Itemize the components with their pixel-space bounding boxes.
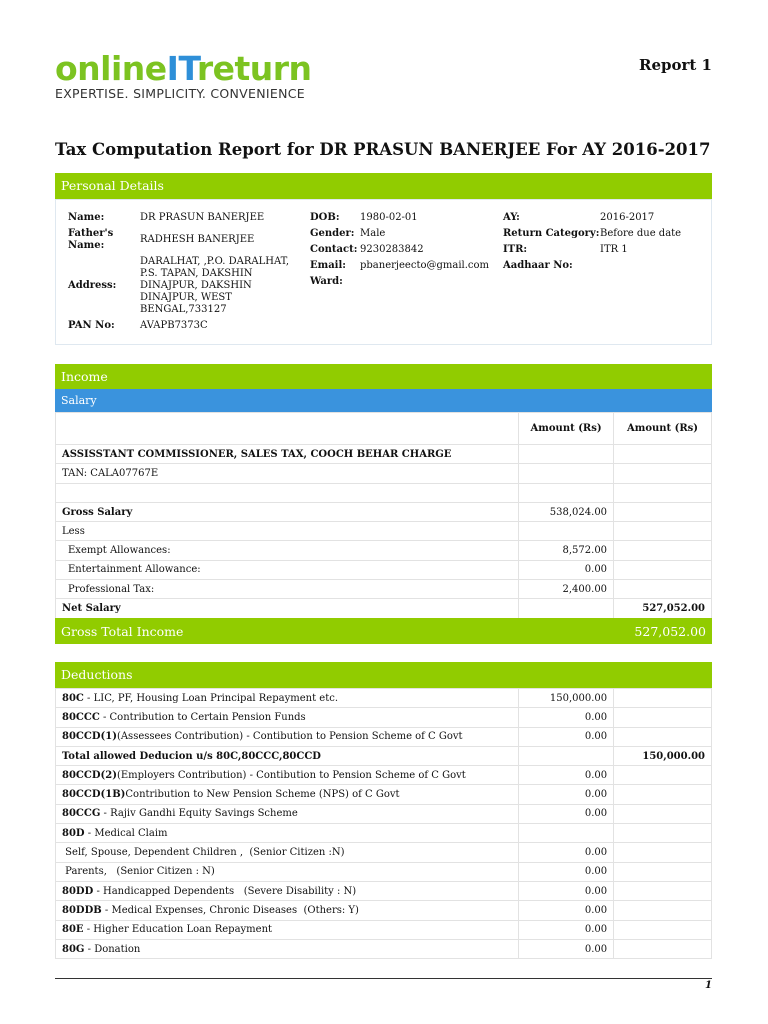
deduction-amount: 150,000.00 [519, 689, 614, 708]
deduction-row [56, 881, 712, 900]
entertainment-allowance-label: Entertainment Allowance: [56, 560, 519, 579]
entertainment-allowance-value: 0.00 [519, 560, 614, 579]
deduction-amount: 0.00 [519, 708, 614, 727]
deduction-total [614, 727, 712, 746]
deduction-description: - LIC, PF, Housing Loan Principal Repayment etc. [83, 692, 338, 704]
ay-value: 2016-2017 [600, 212, 655, 223]
deduction-amount: 0.00 [519, 804, 614, 823]
deduction-code: 80D [62, 827, 85, 839]
deduction-row [56, 824, 712, 843]
deduction-total [614, 881, 712, 900]
deduction-description: Contribution to New Pension Scheme (NPS) of C Govt [125, 789, 400, 801]
logo-part-it: IT [166, 49, 197, 88]
deduction-row [56, 804, 712, 823]
gross-salary-label: Gross Salary [56, 502, 519, 521]
net-salary-label: Net Salary [56, 599, 519, 618]
deduction-amount: 0.00 [519, 785, 614, 804]
personal-col-2 [310, 212, 500, 292]
personal-details-panel [55, 199, 712, 345]
logo-tagline: EXPERTISE. SIMPLICITY. CONVENIENCE [55, 86, 305, 101]
table-header-row [56, 413, 712, 445]
ward-label: Ward: [310, 276, 343, 287]
gross-total-income-label: Gross Total Income [61, 623, 184, 639]
deduction-description: Self, Spouse, Dependent Children , (Senior Citizen :N) [62, 847, 345, 859]
deduction-code: 80DDB [62, 904, 102, 916]
ay-label: AY: [503, 212, 520, 223]
address-label: Address: [68, 280, 117, 291]
deduction-amount: 0.00 [519, 939, 614, 958]
page-number: 1 [705, 980, 712, 991]
deduction-total [614, 920, 712, 939]
return-category-label: Return Category: [503, 228, 600, 239]
dob-value: 1980-02-01 [360, 212, 418, 223]
itr-label: ITR: [503, 244, 528, 255]
deduction-total [614, 843, 712, 862]
deduction-row [56, 939, 712, 958]
deduction-description: (Assessees Contribution) - Contibution to Pension Scheme of C Govt [116, 731, 463, 743]
pan-label: PAN No: [68, 320, 115, 331]
father-name-label: Father's Name: [68, 228, 114, 251]
employer-tan: TAN: CALA07767E [56, 464, 519, 483]
table-row [56, 522, 712, 541]
deduction-total [614, 804, 712, 823]
itr-value: ITR 1 [600, 244, 628, 255]
deduction-row [56, 901, 712, 920]
gross-total-income-value: 527,052.00 [634, 623, 706, 639]
deduction-total [614, 901, 712, 920]
table-row [56, 464, 712, 483]
deduction-amount: 0.00 [519, 881, 614, 900]
net-salary-value: 527,052.00 [614, 599, 712, 618]
deduction-description: - Donation [84, 943, 141, 955]
salary-subheader: Salary [55, 389, 712, 412]
deduction-amount [519, 746, 614, 765]
contact-value: 9230283842 [360, 244, 424, 255]
deduction-row [56, 708, 712, 727]
deduction-row [56, 689, 712, 708]
deduction-description: - Medical Claim [84, 827, 168, 839]
father-name-value: RADHESH BANERJEE [140, 234, 255, 245]
deduction-row [56, 843, 712, 862]
deduction-code: 80CCD(2) [62, 769, 117, 781]
deduction-total [614, 689, 712, 708]
table-row [56, 599, 712, 618]
professional-tax-label: Professional Tax: [56, 580, 519, 599]
deductions-table [55, 688, 712, 959]
pan-value: AVAPB7373C [140, 320, 208, 331]
deduction-total: 150,000.00 [614, 746, 712, 765]
deduction-row [56, 785, 712, 804]
logo-part-online: online [55, 49, 167, 88]
income-header: Income [55, 364, 712, 389]
page-title: Tax Computation Report for DR PRASUN BANERJEE For AY 2016-2017 [55, 140, 711, 159]
deduction-total [614, 862, 712, 881]
employer-name: ASSISSTANT COMMISSIONER, SALES TAX, COOCH BEHAR CHARGE [56, 445, 519, 464]
deduction-description: (Employers Contribution) - Contibution to Pension Scheme of C Govt [116, 769, 466, 781]
deduction-code: 80DD [62, 885, 94, 897]
gender-value: Male [360, 228, 386, 239]
deduction-code: Total allowed Deducion u/s 80C,80CCC,80CCD [62, 750, 321, 762]
deduction-amount: 0.00 [519, 727, 614, 746]
personal-details-header: Personal Details [55, 173, 712, 199]
deduction-amount: 0.00 [519, 901, 614, 920]
table-row [56, 502, 712, 521]
deduction-row [56, 862, 712, 881]
deduction-description: - Higher Education Loan Repayment [83, 924, 273, 936]
deduction-total [614, 785, 712, 804]
salary-table [55, 412, 712, 619]
report-label: Report 1 [639, 56, 712, 74]
exempt-allowances-value: 8,572.00 [519, 541, 614, 560]
email-label: Email: [310, 260, 346, 271]
deductions-header: Deductions [55, 662, 712, 688]
exempt-allowances-label: Exempt Allowances: [56, 541, 519, 560]
deduction-code: 80CCG [62, 808, 101, 820]
gross-total-income-bar [55, 618, 712, 644]
deduction-total [614, 708, 712, 727]
professional-tax-value: 2,400.00 [519, 580, 614, 599]
deduction-row [56, 766, 712, 785]
deduction-code: 80C [62, 692, 84, 704]
deduction-row [56, 746, 712, 765]
logo-part-return: return [196, 49, 312, 88]
name-label: Name: [68, 212, 105, 223]
deduction-amount: 0.00 [519, 766, 614, 785]
name-value: DR PRASUN BANERJEE [140, 212, 265, 223]
email-value: pbanerjeecto@gmail.com [360, 260, 490, 271]
contact-label: Contact: [310, 244, 358, 255]
return-category-value: Before due date [600, 228, 682, 239]
amount-column-header: Amount (Rs) [614, 413, 712, 445]
deduction-amount: 0.00 [519, 862, 614, 881]
less-label: Less [56, 522, 519, 541]
table-row [56, 580, 712, 599]
table-row [56, 560, 712, 579]
deduction-code: 80E [62, 924, 84, 936]
deduction-description: - Medical Expenses, Chronic Diseases (Others: Y) [101, 904, 359, 916]
table-row [56, 541, 712, 560]
logo [55, 50, 312, 101]
deduction-total [614, 766, 712, 785]
deduction-description: - Handicapped Dependents (Severe Disability : N) [93, 885, 357, 897]
deduction-amount: 0.00 [519, 920, 614, 939]
deduction-description: - Rajiv Gandhi Equity Savings Scheme [100, 808, 298, 820]
deduction-amount [519, 824, 614, 843]
deduction-code: 80G [62, 943, 85, 955]
deduction-code: 80CCD(1) [62, 731, 117, 743]
deduction-description: Parents, (Senior Citizen : N) [62, 866, 215, 878]
table-row [56, 445, 712, 464]
gross-salary-value: 538,024.00 [519, 502, 614, 521]
aadhaar-label: Aadhaar No: [503, 260, 573, 271]
deduction-code: 80CCD(1B) [62, 789, 126, 801]
deduction-row [56, 920, 712, 939]
deduction-amount: 0.00 [519, 843, 614, 862]
address-value: DARALHAT, ,P.O. DARALHAT, P.S. TAPAN, DAKSHIN DINAJPUR, DAKSHIN DINAJPUR, WEST BENGAL,733127 [140, 256, 290, 315]
table-row [56, 483, 712, 502]
footer-divider [55, 978, 712, 979]
gender-label: Gender: [310, 228, 355, 239]
personal-col-3 [503, 212, 708, 276]
logo-wordmark [55, 50, 312, 88]
deduction-description: - Contribution to Certain Pension Funds [99, 711, 306, 723]
amount-column-header: Amount (Rs) [519, 413, 614, 445]
dob-label: DOB: [310, 212, 340, 223]
deduction-row [56, 727, 712, 746]
deduction-total [614, 939, 712, 958]
deduction-code: 80CCC [62, 711, 100, 723]
personal-col-1 [68, 212, 308, 336]
deduction-total [614, 824, 712, 843]
